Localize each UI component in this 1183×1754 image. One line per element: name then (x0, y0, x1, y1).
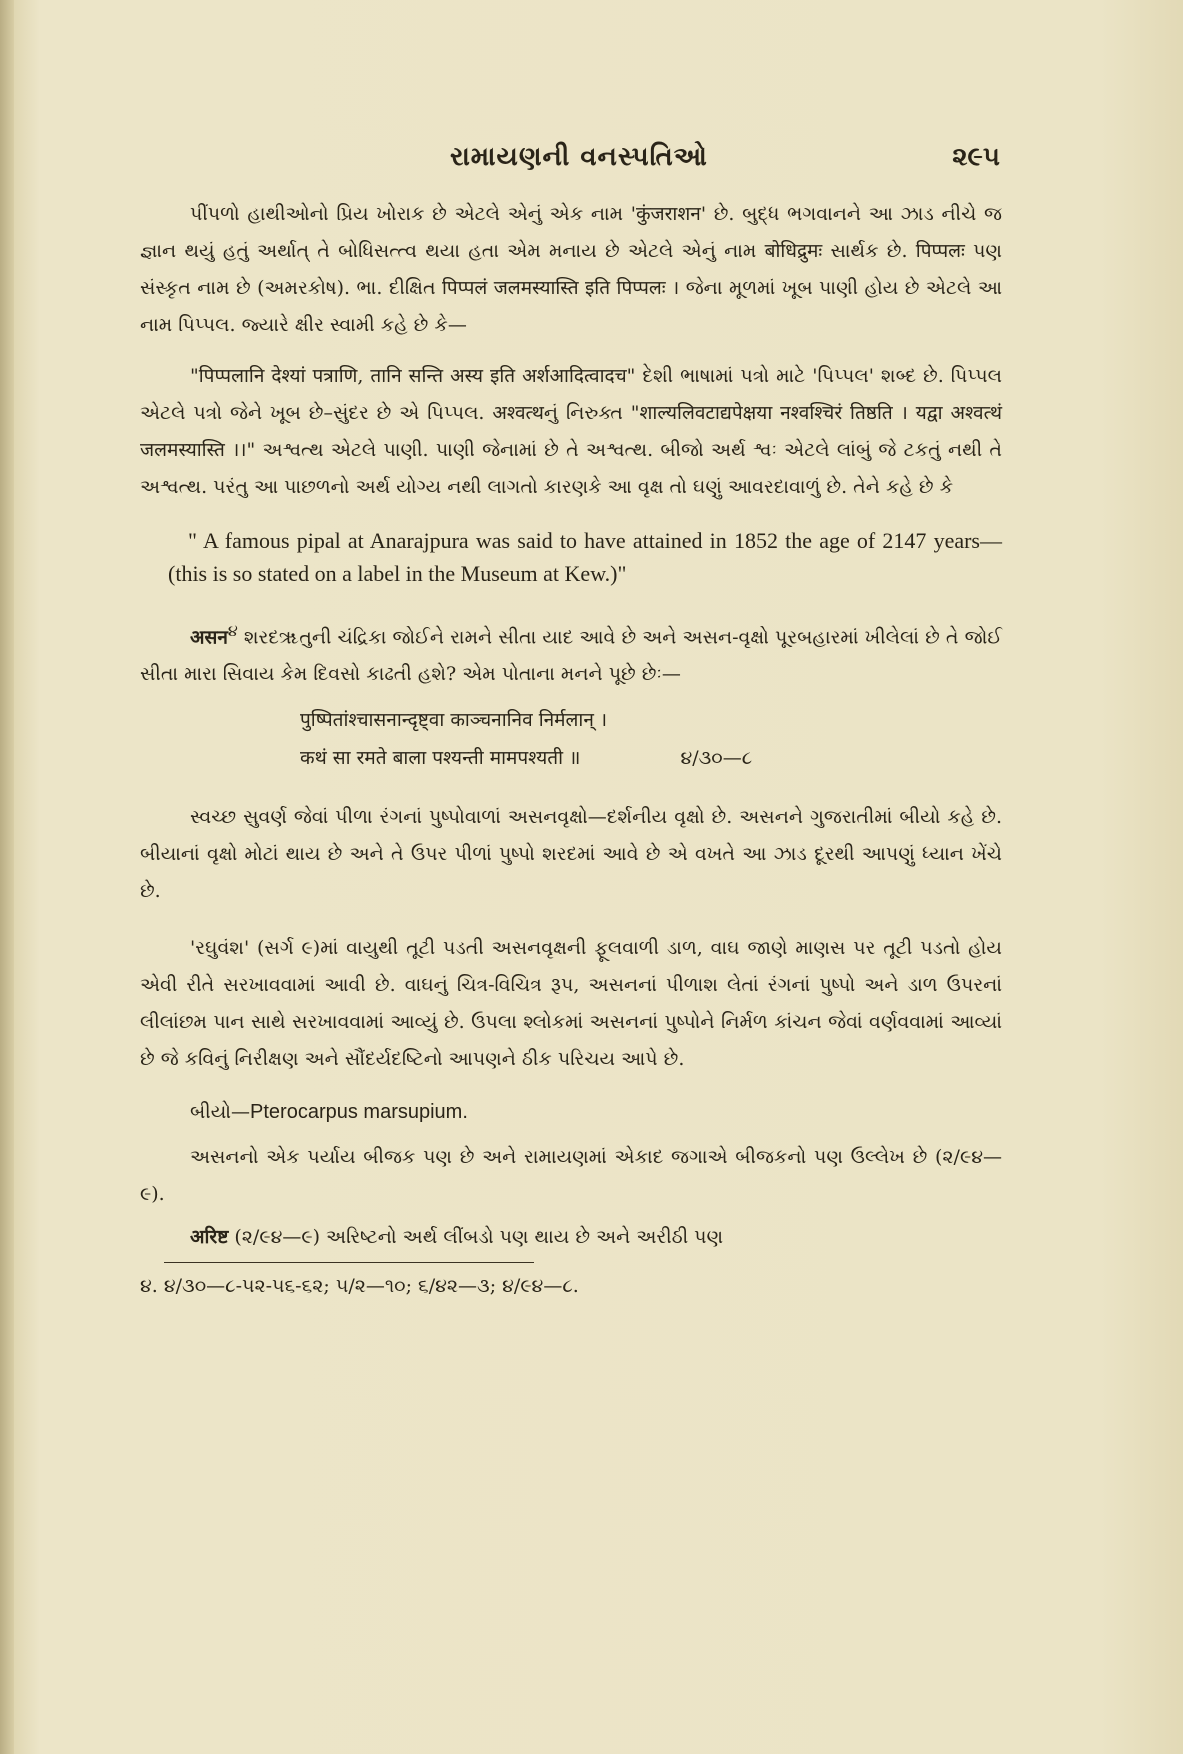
footnote: ૪. ૪/૩૦—૮-૫૨-૫૬-૬૨; ૫/૨—૧૦; ૬/૪૨—૩; ૪/૯૪—૮. (140, 1275, 579, 1298)
page-header (130, 142, 1000, 182)
paragraph-asana-text: શરદૠતુની ચંદ્રિકા જોઈને રામને સીતા યાદ આવે છે અને અસન-વૃક્ષો પૂરબહારમાં ખીલેલાં છે તે જોઈ સીતા મારા સિવાય કેમ દિવસો કાઢતી હશે? એમ પોતાના મનને પૂછે છેઃ— (140, 626, 1002, 686)
term-arishta: अरिष्ट (190, 1226, 229, 1249)
page-body (140, 196, 1002, 1303)
verse-line-1: पुष्पितांश्चासनान्दृष्ट्वा काञ्चनानिव निर्मलान् । (300, 709, 608, 732)
paragraph-bijaka: અસનનો એક પર્યાય બીજક પણ છે અને રામાયણમાં એકાદ જગાએ બીજકનો પણ ઉલ્લેખ છે (૨/૯૪—૯). (140, 1146, 1002, 1206)
botanical-label: બીયો— (190, 1101, 251, 1124)
verse-reference: ૪/૩૦—૮ (680, 747, 753, 770)
paragraph-arishta-text: (૨/૯૪—૯) અરિષ્ટનો અર્થ લીંબડો પણ થાય છે અને અરીઠી પણ (228, 1226, 724, 1249)
footnote-marker: ૪ (227, 621, 238, 640)
term-asana: असन (190, 626, 228, 649)
page-number: ૨૯૫ (952, 142, 1000, 172)
footnote-divider (164, 1262, 534, 1263)
paragraph-ashvattha-etymology: "पिप्पलानि देश्यां पत्राणि, तानि सन्ति अस्य इति अर्शआदित्वादच" દેશી ભાષામાં પત્રો માટે 'પિપ્પલ' શબ્દ છે. પિપ્પલ એટલે પત્રો જેને ખૂબ છે–સુંદર છે એ પિપ્પલ. अश्वत्थનું નિરુક્ત "शाल्यलिवटाद्यपेक्षया नश्वश्चिरं तिष्ठति । यद्वा अश्वत्थं जलमस्यास्ति ।।" અશ્વત્થ એટલે પાણી. પાણી જેનામાં છે તે અશ્વત્થ. બીજો અર્થ શ્વઃ એટલે લાંબું જે ટકતું નથી તે અશ્વત્થ. પરંતુ આ પાછળનો અર્થ યોગ્ય નથી લાગતો કારણકે આ વૃક્ષ તો ઘણું આવરદાવાળું છે. તેને કહે છે કે (140, 365, 1002, 498)
paragraph-asana-intro (140, 612, 1002, 693)
english-quotation: " A famous pipal at Anarajpura was said to have attained in 1852 the age of 2147 years—(this is so stated on a label in the Museum at Kew.)" (168, 528, 1002, 586)
paragraph-botanical-name (140, 1094, 1002, 1131)
paragraph-raghuvamsha: 'રઘુવંશ' (સર્ગ ૯)માં વાયુથી તૂટી પડતી અસનવૃક્ષની ફૂલવાળી ડાળ, વાઘ જાણે માણસ પર તૂટી પડતો હોય એવી રીતે સરખાવવામાં આવી છે. વાઘનું ચિત્ર-વિચિત્ર રૂપ, અસનનાં પીળાશ લેતાં રંગનાં પુષ્પો અને ડાળ ઉપરનાં લીલાંછમ પાન સાથે સરખાવવામાં આવ્યું છે. ઉપલા શ્લોકમાં અસનનાં પુષ્પોને નિર્મળ કાંચન જેવાં વર્ણવવામાં આવ્યાં છે જે કવિનું નિરીક્ષણ અને સૌંદર્યદષ્ટિનો આપણને ઠીક પરિચય આપે છે. (140, 937, 1002, 1071)
botanical-latin-name: Pterocarpus marsupium. (250, 1101, 468, 1124)
verse-line-2: कथं सा रमते बाला पश्यन्ती मामपश्यती ॥ (300, 747, 581, 770)
sanskrit-verse (300, 701, 1002, 777)
paragraph-pipal-names: પીંપળો હાથીઓનો પ્રિય ખોરાક છે એટલે એનું એક નામ 'कुंजराशन' છે. બુદ્ધ ભગવાનને આ ઝાડ નીચે જ જ્ઞાન થયું હતું અર્થાત્ તે બોધિસત્ત્વ થયા હતા એમ મનાય છે એટલે એનું નામ बोधिद्रुमः સાર્થક છે. पिप्पलः પણ સંસ્કૃત નામ છે (અમરકોષ). ભા. દીક્ષિત पिप्पलं जलमस्यास्ति इति पिप्पलः । જેના મૂળમાં ખૂબ પાણી હોય છે એટલે આ નામ પિપ્પલ. જ્યારે ક્ષીર સ્વામી કહે છે કે— (140, 203, 1002, 336)
paragraph-arishta (140, 1219, 1002, 1256)
running-title: રામાયણની વનસ્પતિઓ (450, 142, 708, 172)
page-binding-edge (0, 0, 14, 1754)
paragraph-asana-description: સ્વચ્છ સુવર્ણ જેવાં પીળા રંગનાં પુષ્પોવાળાં અસનવૃક્ષો—દર્શનીય વૃક્ષો છે. અસનને ગુજરાતીમાં બીયો કહે છે. બીયાનાં વૃક્ષો મોટાં થાય છે અને તે ઉપર પીળાં પુષ્પો શરદમાં આવે છે એ વખતે આ ઝાડ દૂરથી આપણું ધ્યાન ખેંચે છે. (140, 806, 1002, 903)
verse-line-2-row (300, 739, 1002, 777)
